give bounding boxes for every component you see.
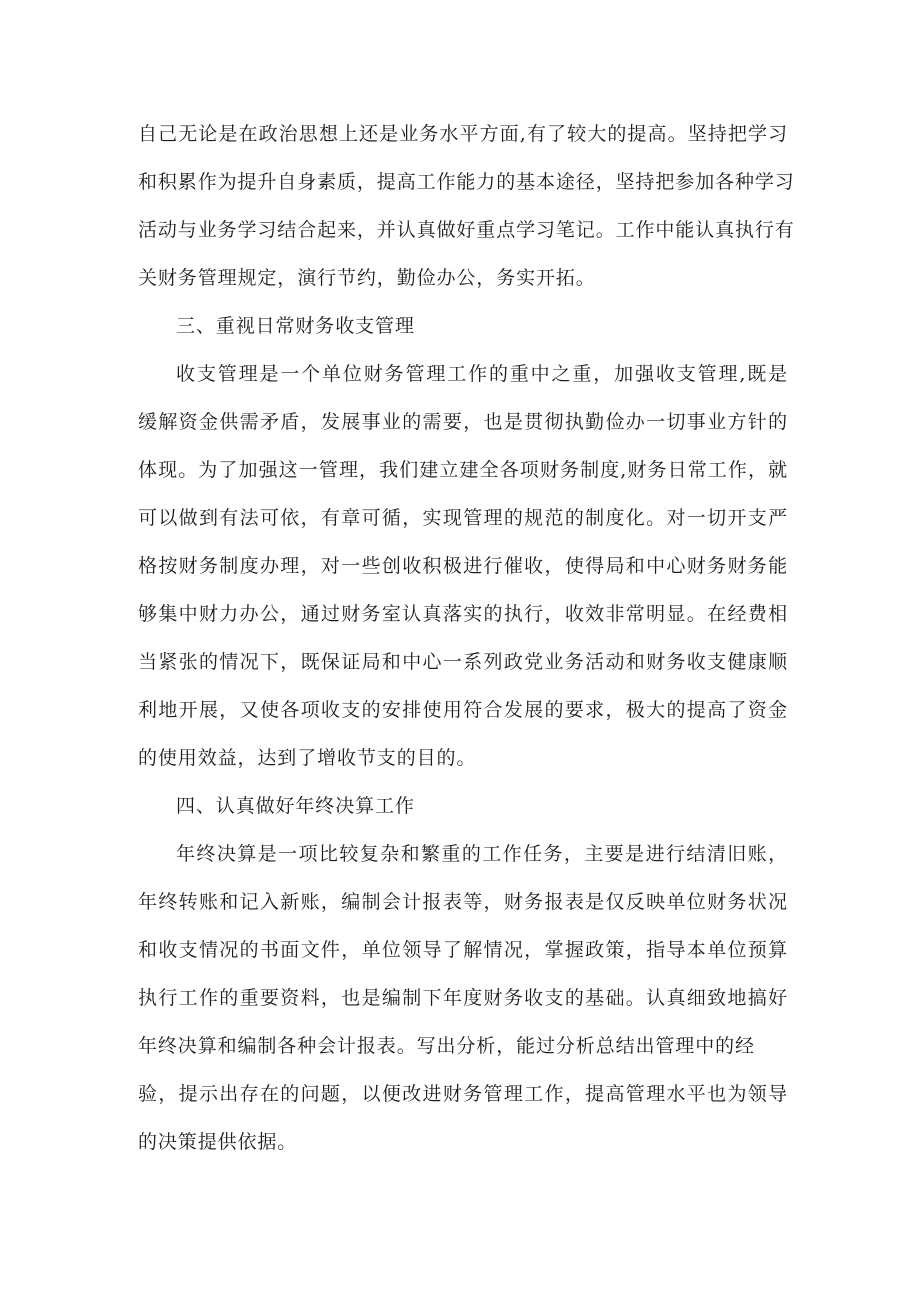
text-line: 的使用效益，达到了增收节支的目的。	[138, 747, 477, 769]
text-line: 可以做到有法可依，有章可循，实现管理的规范的制度化。对一切开支严	[138, 507, 788, 529]
heading-text: 三、重视日常财务收支管理	[176, 315, 415, 337]
text-line: 自己无论是在政治思想上还是业务水平方面,有了较大的提高。坚持把学习	[138, 123, 788, 145]
text-line: 当紧张的情况下，既保证局和中心一系列政党业务活动和财务收支健康顺	[138, 651, 788, 673]
paragraph	[138, 830, 788, 1166]
text-line: 验，提示出存在的问题，以便改进财务管理工作，提高管理水平也为领导	[138, 1083, 788, 1105]
text-line: 活动与业务学习结合起来，并认真做好重点学习笔记。工作中能认真执行有	[138, 219, 795, 241]
text-line: 年终决算是一项比较复杂和繁重的工作任务，主要是进行结清旧账，	[176, 843, 788, 865]
text-line: 年终转账和记入新账，编制会计报表等，财务报表是仅反映单位财务状况	[138, 891, 788, 913]
text-line: 体现。为了加强这一管理，我们建立建全各项财务制度,财务日常工作，就	[138, 459, 788, 481]
text-line: 年终决算和编制各种会计报表。写出分析，能过分析总结出管理中的经	[138, 1035, 755, 1057]
text-line: 缓解资金供需矛盾，发展事业的需要，也是贯彻执勤俭办一切事业方针的	[138, 411, 788, 433]
text-line: 和积累作为提升自身素质，提高工作能力的基本途径，坚持把参加各种学习	[138, 171, 795, 193]
section-heading	[138, 302, 788, 350]
heading-text: 四、认真做好年终决算工作	[176, 795, 415, 817]
text-line: 和收支情况的书面文件，单位领导了解情况，掌握政策，指导本单位预算	[138, 939, 788, 961]
section-heading	[138, 782, 788, 830]
paragraph	[138, 350, 788, 782]
text-line: 够集中财力办公，通过财务室认真落实的执行，收效非常明显。在经费相	[138, 603, 788, 625]
text-line: 利地开展，又使各项收支的安排使用符合发展的要求，极大的提高了资金	[138, 699, 788, 721]
text-line: 格按财务制度办理，对一些创收积极进行催收，使得局和中心财务财务能	[138, 555, 788, 577]
text-line: 的决策提供依据。	[138, 1131, 298, 1153]
text-line: 收支管理是一个单位财务管理工作的重中之重，加强收支管理,既是	[176, 363, 788, 385]
paragraph	[138, 110, 795, 302]
text-line: 执行工作的重要资料，也是编制下年度财务收支的基础。认真细致地搞好	[138, 987, 788, 1009]
document-body	[138, 110, 795, 1166]
text-line: 关财务管理规定，演行节约，勤俭办公，务实开拓。	[138, 267, 596, 289]
